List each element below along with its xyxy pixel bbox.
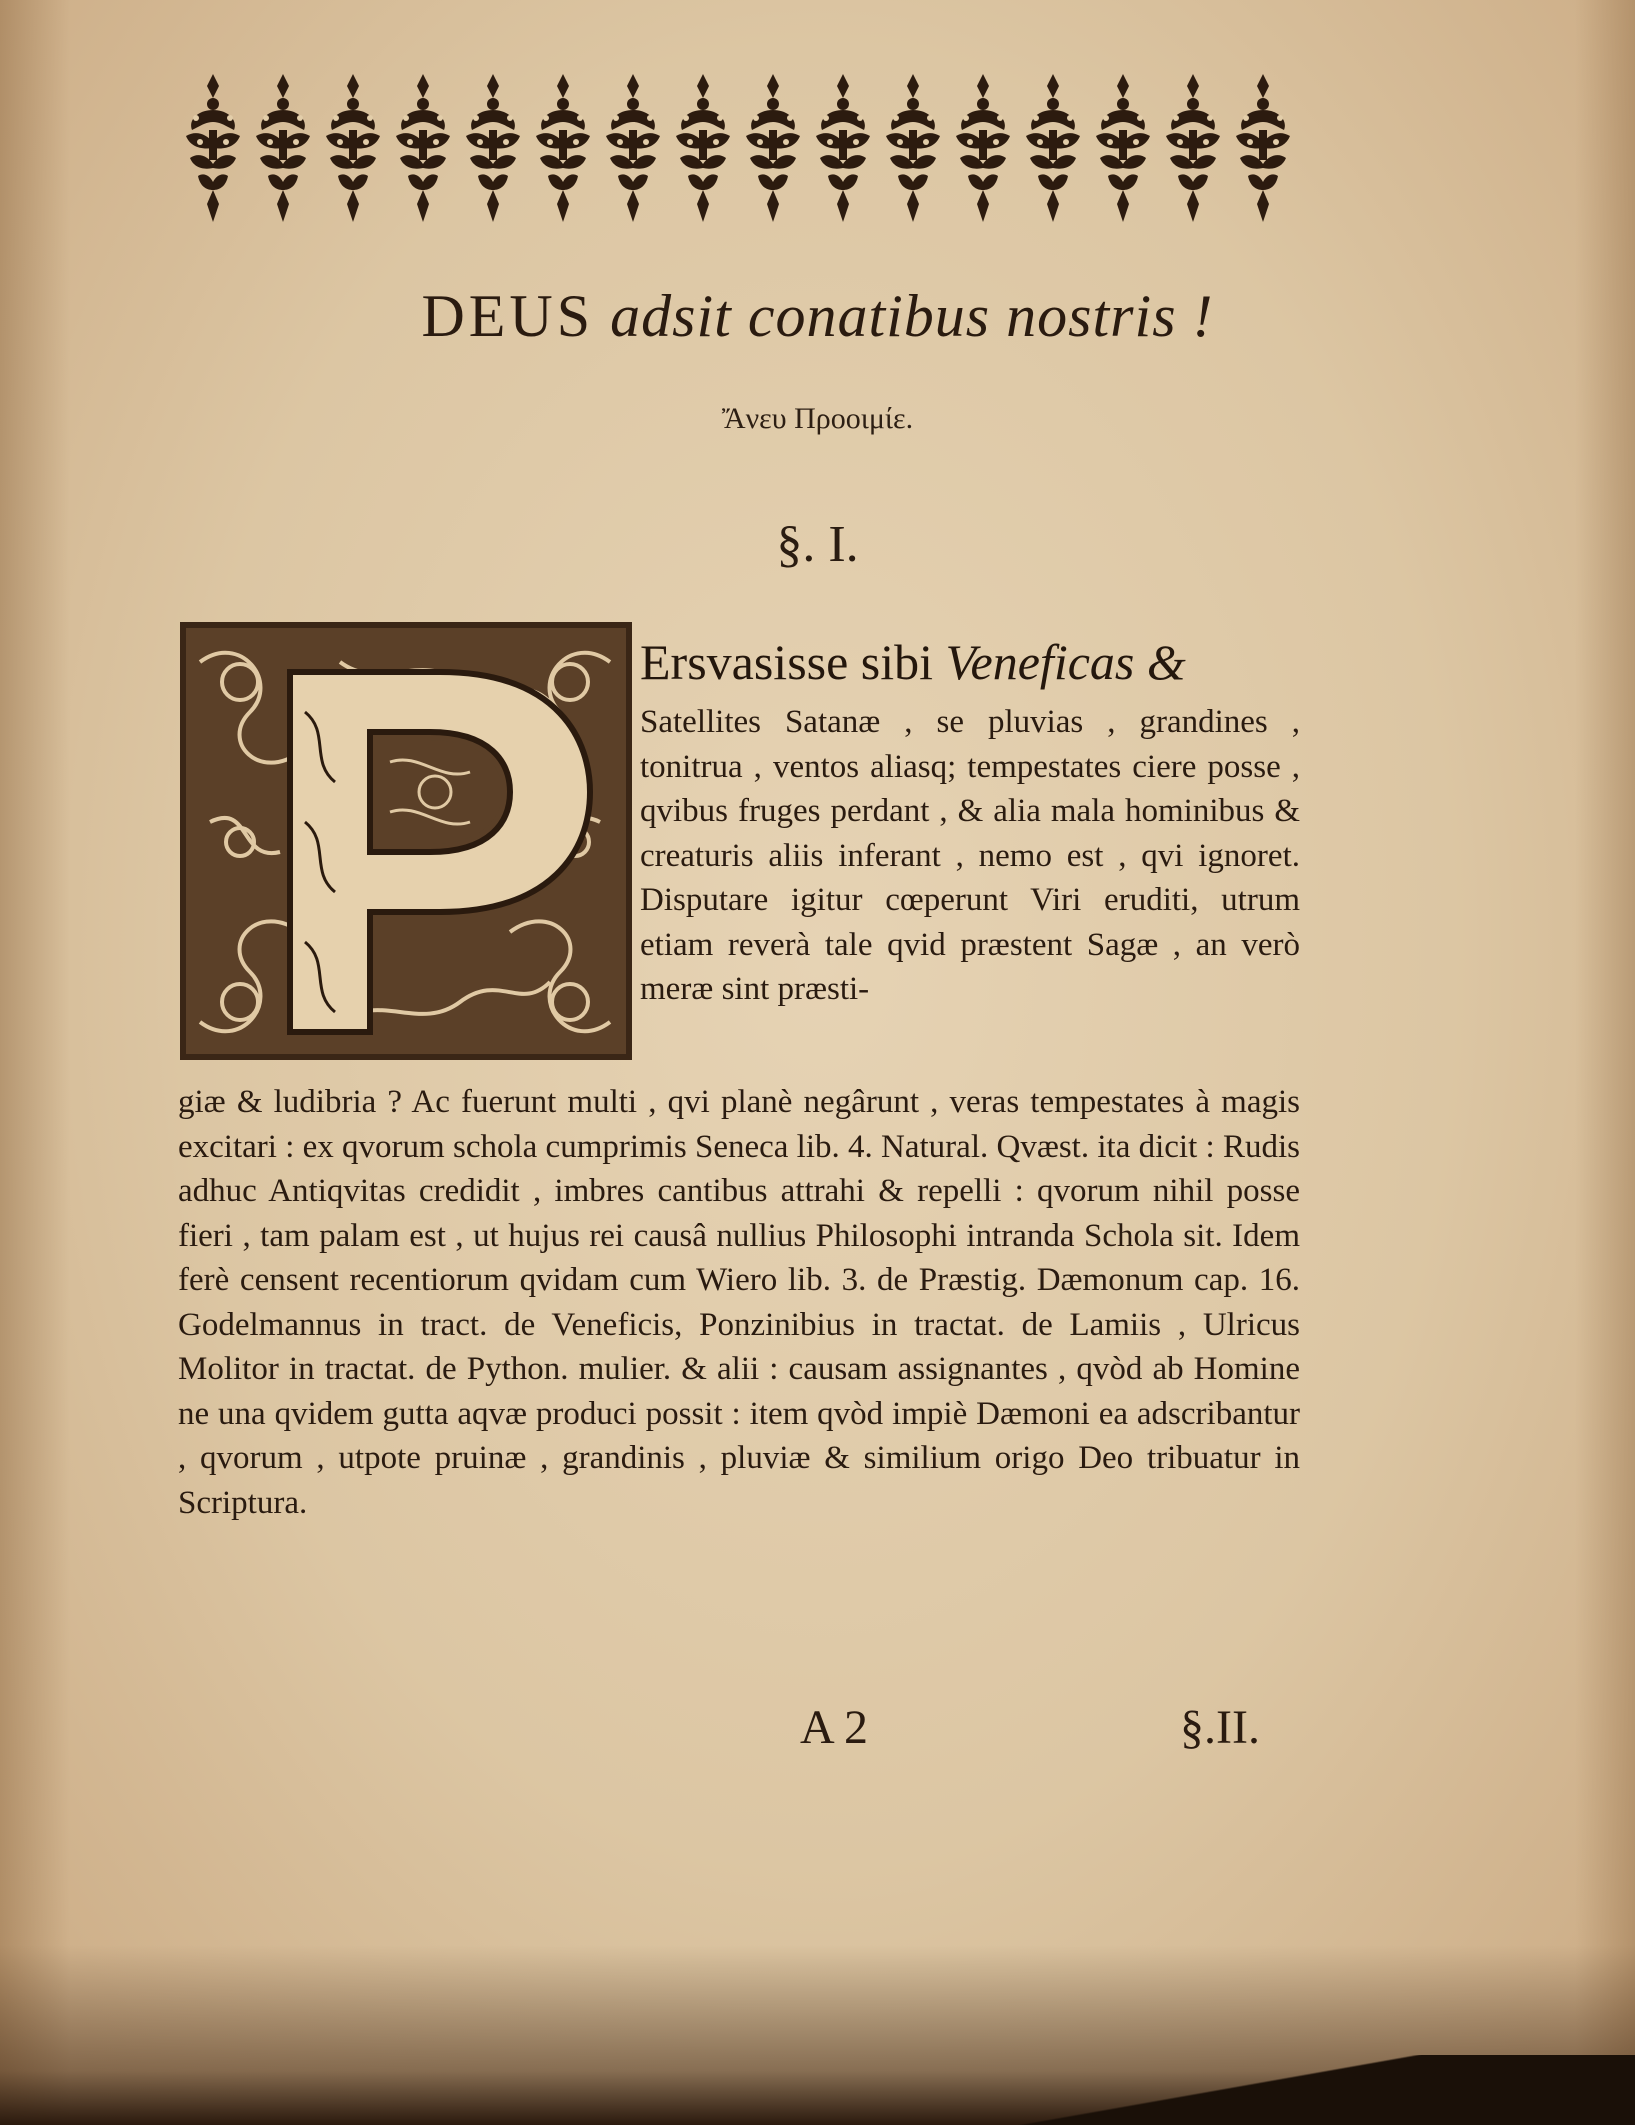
signature-mark: A 2: [800, 1701, 869, 1754]
catchword: §.II.: [1180, 1701, 1260, 1754]
section-title: §. I.: [776, 516, 859, 573]
motto-heading: [0, 282, 1635, 351]
paragraph-beside-initial: Satellites Satanæ , se pluvias , grandines , tonitrua , ventos aliasq; tempestates ciere posse , qvibus fruges perdant , & alia mala hominibus & creaturis aliis inferant , nemo est , qvi ignoret. Disputare igitur cœperunt Viri eruditi, utrum etiam reverà tale qvid præstent Sagæ , an verò meræ sint præsti-: [640, 704, 1300, 1007]
paragraph-below-initial: giæ & ludibria ? Ac fuerunt multi , qvi planè negârunt , veras tempestates à magis excitari : ex qvorum schola cumprimis Seneca lib. 4. Natural. Qvæst. ita dicit : Rudis adhuc Antiqvitas credidit , imbres cantibus attrahi & repelli : qvorum nihil posse fieri , tam palam est , ut hujus rei causâ nullius Philosophi intranda Schola sit. Idem ferè censent recentiorum qvidam cum Wiero lib. 3. de Præstig. Dæmonum cap. 16. Godelmannus in tract. de Veneficis, Ponzinibius in tractat. de Lamiis , Ulricus Molitor in tractat. de Python. mulier. & alii : causam assignantes , qvòd ab Homine ne una qvidem gutta aqvæ produci possit : item qvòd impiè Dæmoni ea adscribantur , qvorum , utpote pruinæ , grandinis , pluviæ & similium origo Deo tribuatur in Scriptura.: [178, 1084, 1300, 1521]
first-line-italic: Veneficas &: [945, 634, 1186, 690]
motto-rest: adsit conatibus nostris !: [594, 283, 1214, 349]
motto-caps: DEUS: [421, 283, 595, 349]
first-line-roman: Ersvasisse sibi: [640, 634, 946, 690]
greek-heading: Ἄνευ Προοιμίε.: [721, 402, 914, 435]
decorated-initial-P-icon: [180, 622, 632, 1060]
page-fold-corner: [1000, 2055, 1635, 2125]
paragraph-first-line: [640, 632, 1300, 692]
fleuron-band-icon: [178, 72, 1303, 232]
